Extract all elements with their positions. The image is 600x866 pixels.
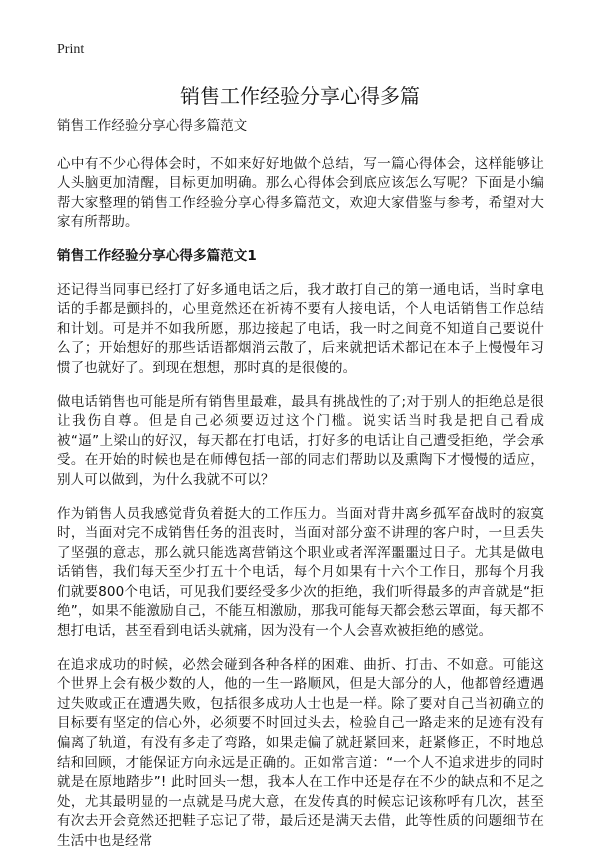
body-paragraph: 还记得当同事已经打了好多通电话之后，我才敢打自己的第一通电话，当时拿电话的手都是颤抖的，心里竟然还在祈祷不要有人接电话，个人电话销售工作总结和计划。可是并不如我所愿，那边接起了电话，我一时之间竟不知道自己要说什么了；开始想好的那些话语都烟消云散了，后来就把话术都记在本子上慢慢年习惯了也就好了。到现在想想，那时真的是很傻的。 xyxy=(57,281,544,376)
section-heading: 销售工作经验分享心得多篇范文1 xyxy=(57,247,257,264)
article-body xyxy=(57,117,544,866)
intro-paragraph: 心中有不少心得体会时，不如来好好地做个总结，写一篇心得体会，这样能够让人头脑更加清醒，目标更加明确。那么心得体会到底应该怎么写呢？下面是小编帮大家整理的销售工作经验分享心得多篇范文，欢迎大家借鉴与参考，希望对大家有所帮助。 xyxy=(57,155,544,231)
body-paragraph: 作为销售人员我感觉背负着挺大的工作压力。当面对背井离乡孤军奋战时的寂寞时，当面对完不成销售任务的沮丧时，当面对部分蛮不讲理的客户时，一旦丢失了坚强的意志，那么就只能选离营销这个职业或者浑浑噩噩过日子。尤其是做电话销售，我们每天至少打五十个电话，每个月如果有十六个工作日，那每个月我们就要800个电话，可见我们要经受多少次的拒绝，我们听得最多的声音就是“拒绝”，如果不能激励自己，不能互相激励，那我可能每天都会愁云罩面，每天都不想打电话，甚至看到电话头就痛，因为没有一个人会喜欢被拒绝的感觉。 xyxy=(57,505,544,640)
body-paragraph: 在追求成功的时候，必然会碰到各种各样的困难、曲折、打击、不如意。可能这个世界上会有极少数的人，他的一生一路顺风，但是大部分的人，他都曾经遭遇过失败或正在遭遇失败，包括很多成功人士也是一样。除了要对自己当初确立的目标要有坚定的信心外，必须要不时回过头去，检验自己一路走来的足迹有没有偏离了轨道，有没有多走了弯路，如果走偏了就赶紧回来，赶紧修正，不时地总结和回顾，才能保证方向永远是正确的。正如常言道：“一个人不追求进步的同时就是在原地踏步”! 此时回头一想，我本人在工作中还是存在不少的缺点和不足之处，尤其最明显的一点就是马虎大意，在发传真的时候忘记该称呼有几次，甚至有次去开会竟然还把鞋子忘记了带，最后还是满天去借，此等性质的问题细节在生活中也是经常 xyxy=(57,656,544,849)
print-link[interactable]: Print xyxy=(57,42,85,57)
page-title: 销售工作经验分享心得多篇 xyxy=(180,84,420,108)
article-subtitle: 销售工作经验分享心得多篇范文 xyxy=(57,118,248,134)
body-paragraph: 做电话销售也可能是所有销售里最难，最具有挑战性的了;对于别人的拒绝总是很让我伤自尊。但是自己必须要迈过这个门槛。说实话当时我是把自己看成被“逼”上梁山的好汉，每天都在打电话，打好多的电话让自己遭受拒绝，学会承受。在开始的时候也是在师傅包括一部的同志们帮助以及熏陶下才慢慢的适应，别人可以做到，为什么我就不可以？ xyxy=(57,393,544,488)
